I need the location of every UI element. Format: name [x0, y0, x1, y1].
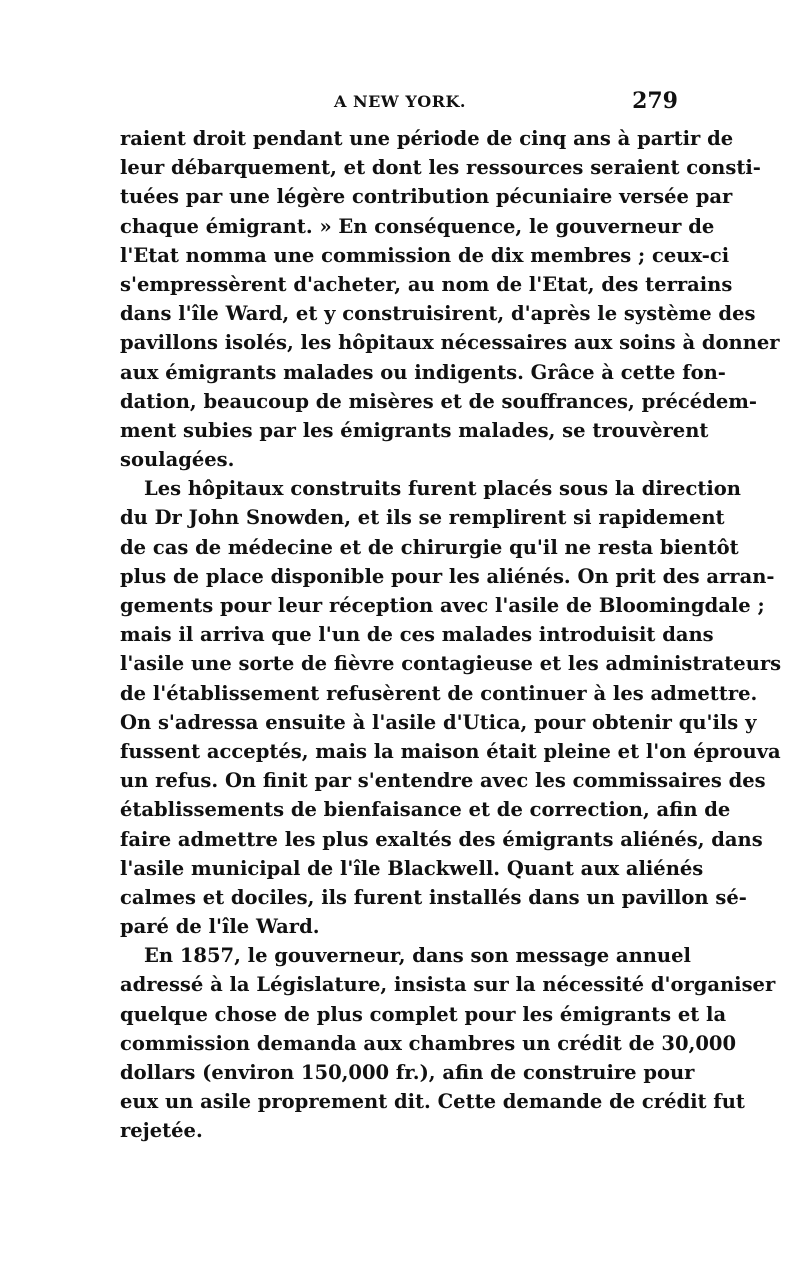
text-line: l'asile une sorte de fièvre contagieuse et les administrateurs [120, 652, 782, 676]
text-line: faire admettre les plus exaltés des émigrants aliénés, dans [120, 827, 763, 851]
text-line: ment subies par les émigrants malades, se trouvèrent [120, 418, 709, 442]
text-line: Les hôpitaux construits furent placés sous la direction [144, 477, 741, 501]
text-line: chaque émigrant. » En conséquence, le gouverneur de [120, 214, 715, 238]
text-line: dation, beaucoup de misères et de souffrances, précédem- [120, 389, 757, 413]
running-head [120, 88, 680, 118]
text-line: s'empressèrent d'acheter, au nom de l'Etat, des terrains [120, 272, 733, 296]
text-line: adressé à la Législature, insista sur la nécessité d'organiser [120, 973, 776, 997]
running-title: A NEW YORK. [334, 92, 466, 111]
text-line: raient droit pendant une période de cinq ans à partir de [120, 127, 734, 150]
text-line: En 1857, le gouverneur, dans son message annuel [144, 944, 691, 968]
text-line: eux un asile proprement dit. Cette demande de crédit fut [120, 1090, 745, 1114]
page-number: 279 [632, 88, 678, 114]
body-text [120, 124, 782, 1146]
text-line: gements pour leur réception avec l'asile de Bloomingdale ; [120, 594, 765, 617]
text-line: pavillons isolés, les hôpitaux nécessaires aux soins à donner [120, 331, 780, 355]
text-line: rejetée. [120, 1119, 203, 1143]
text-line: commission demanda aux chambres un crédit de 30,000 [120, 1031, 737, 1055]
text-line: l'asile municipal de l'île Blackwell. Quant aux aliénés [120, 856, 704, 880]
text-line: l'Etat nomma une commission de dix membres ; ceux-ci [120, 243, 730, 267]
text-line: soulagées. [120, 448, 235, 472]
text-line: de cas de médecine et de chirurgie qu'il ne resta bientôt [120, 535, 739, 559]
text-line: mais il arriva que l'un de ces malades introduisit dans [120, 623, 714, 647]
text-line: aux émigrants malades ou indigents. Grâce à cette fon- [120, 360, 726, 384]
text-line: quelque chose de plus complet pour les émigrants et la [120, 1002, 727, 1026]
text-line: calmes et dociles, ils furent installés dans un pavillon sé- [120, 885, 747, 909]
text-line: dollars (environ 150,000 fr.), afin de construire pour [120, 1061, 695, 1084]
text-line: plus de place disponible pour les aliénés. On prit des arran- [120, 564, 775, 588]
text-line: fussent acceptés, mais la maison était pleine et l'on éprouva [120, 739, 781, 763]
text-line: de l'établissement refusèrent de continuer à les admettre. [120, 681, 758, 705]
text-line: leur débarquement, et dont les ressources seraient consti- [120, 156, 761, 180]
text-line: dans l'île Ward, et y construisirent, d'après le système des [120, 302, 756, 326]
text-line: un refus. On finit par s'entendre avec les commissaires des [120, 769, 766, 793]
text-line: établissements de bienfaisance et de correction, afin de [120, 798, 731, 822]
text-line: tuées par une légère contribution pécuniaire versée par [120, 185, 733, 209]
text-line: du Dr John Snowden, et ils se remplirent si rapidement [120, 506, 725, 530]
text-line: paré de l'île Ward. [120, 915, 320, 939]
text-line: On s'adressa ensuite à l'asile d'Utica, pour obtenir qu'ils y [120, 710, 757, 734]
